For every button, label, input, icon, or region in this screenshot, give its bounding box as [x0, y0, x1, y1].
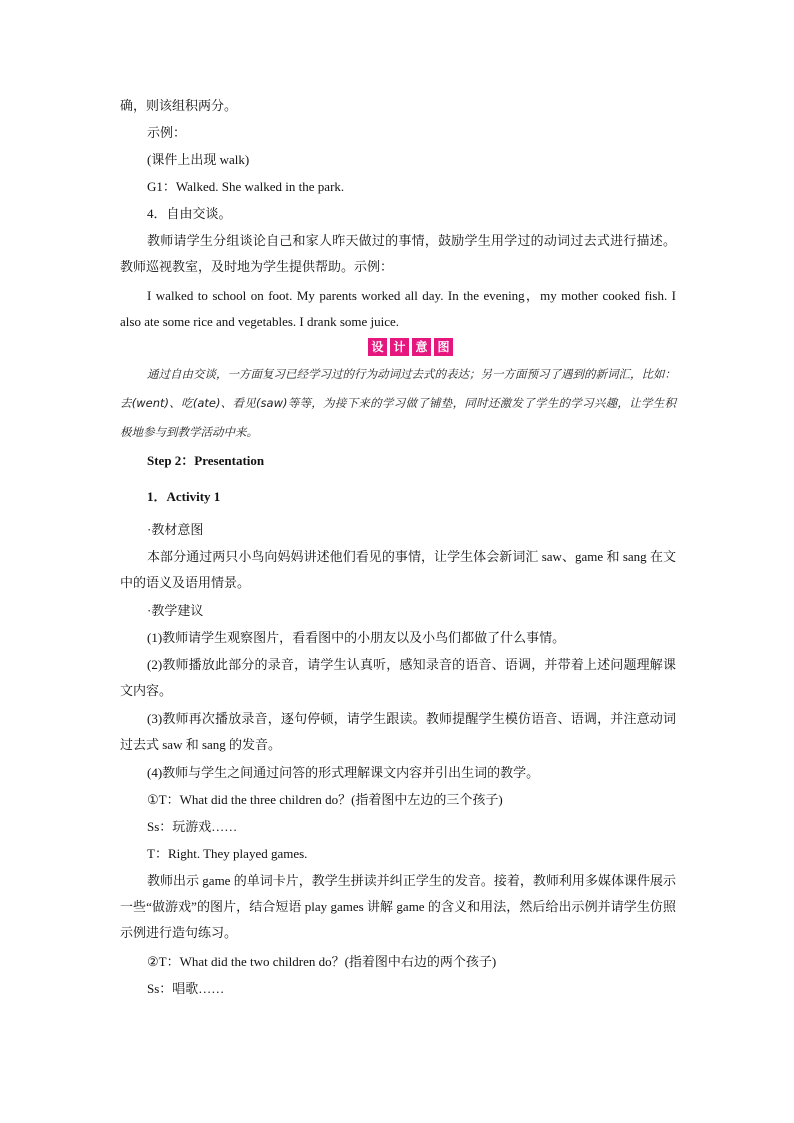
- badge-char: 意: [412, 338, 431, 356]
- question-2: ②T：What did the two children do？(指着图中右边的两个孩子): [147, 954, 497, 969]
- step2-heading: Step 2：Presentation: [147, 453, 265, 468]
- design-intent-text: 通过自由交谈，一方面复习已经学习过的行为动词过去式的表达；另一方面预习了遇到的新词汇，比如：去(went)、吃(ate)、看见(saw)等等，为接下来的学习做了铺垫，同时还激发了学生的学习兴趣，让学生积极地参与到教学活动中来。: [120, 367, 676, 439]
- paragraph-score-rule: 确，则该组积两分。: [120, 98, 238, 113]
- question-1: ①T：What did the three children do？(指着图中左边的三个孩子): [147, 792, 503, 807]
- item-free-talk: 4．自由交谈。: [147, 206, 232, 221]
- example-courseware: (课件上出现 walk): [147, 152, 250, 167]
- example-g1: G1：Walked. She walked in the park.: [147, 179, 345, 194]
- paragraph-example-sentences: I walked to school on foot. My parents worked all day. In the evening，my mother cooked fish. I also ate some rice and vegetables. I drank some juice.: [120, 288, 676, 329]
- teacher-reply-1: T：Right. They played games.: [147, 846, 308, 861]
- suggest-1: (1)教师请学生观察图片，看看图中的小朋友以及小鸟们都做了什么事情。: [147, 630, 566, 645]
- suggest-title: ·教学建议: [147, 603, 204, 618]
- design-intent-badge: [368, 338, 453, 356]
- activity1-heading: 1．Activity 1: [147, 489, 221, 504]
- intent-title: ·教材意图: [147, 522, 204, 537]
- paragraph-game-card: 教师出示 game 的单词卡片，教学生拼读并纠正学生的发音。接着，教师利用多媒体课件展示一些“做游戏”的图片，结合短语 play games 讲解 game 的含义和用法，然后给出示例并请学生仿照示例进行造句练习。: [120, 873, 676, 940]
- example-label: 示例：: [147, 125, 187, 140]
- answer-2: Ss：唱歌……: [147, 981, 225, 996]
- answer-1: Ss：玩游戏……: [147, 819, 238, 834]
- suggest-4: (4)教师与学生之间通过问答的形式理解课文内容并引出生词的教学。: [147, 765, 540, 780]
- badge-char: 设: [368, 338, 387, 356]
- badge-char: 计: [390, 338, 409, 356]
- intent-text: 本部分通过两只小鸟向妈妈讲述他们看见的事情，让学生体会新词汇 saw、game 和 sang 在文中的语义及语用情景。: [120, 549, 676, 590]
- suggest-2: (2)教师播放此部分的录音，请学生认真听，感知录音的语音、语调，并带着上述问题理解课文内容。: [120, 657, 676, 698]
- paragraph-group-talk: 教师请学生分组谈论自己和家人昨天做过的事情，鼓励学生用学过的动词过去式进行描述。教师巡视教室，及时地为学生提供帮助。示例：: [120, 233, 676, 274]
- suggest-3: (3)教师再次播放录音，逐句停顿，请学生跟读。教师提醒学生模仿语音、语调，并注意动词过去式 saw 和 sang 的发音。: [120, 711, 676, 752]
- badge-char: 图: [434, 338, 453, 356]
